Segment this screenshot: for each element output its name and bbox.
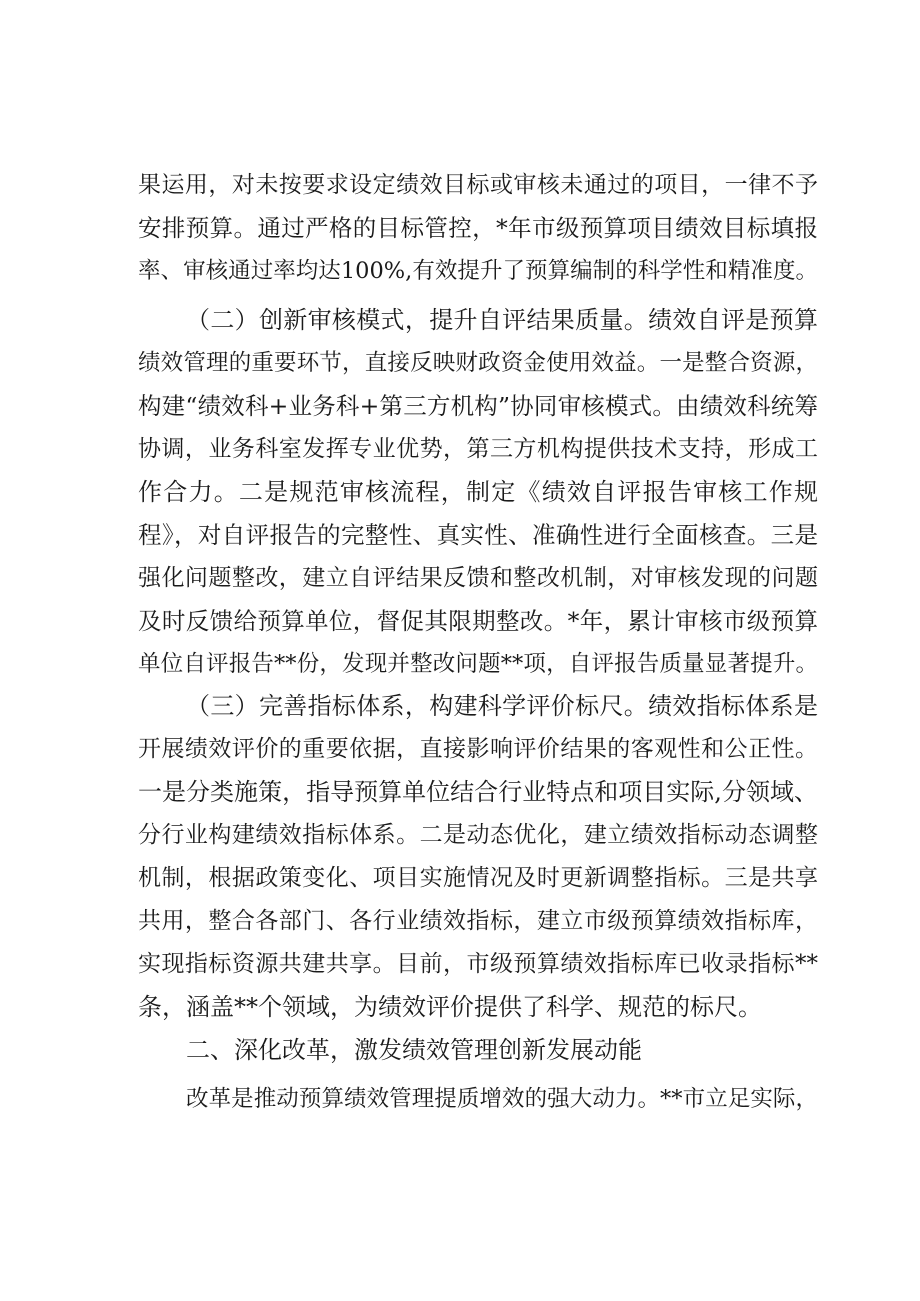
section-heading: 二、深化改革，激发绩效管理创新发展动能	[186, 1036, 642, 1064]
text-line: 改革是推动预算绩效管理提质增效的强大动力。**市立足实际，	[186, 1086, 818, 1112]
text-line: 单位自评报告**份，发现并整改问题**项，自评报告质量显著提升。	[138, 651, 818, 677]
text-line: 协调，业务科室发挥专业优势，第三方机构提供技术支持，形成工	[138, 436, 818, 462]
text-line: （三）完善指标体系，构建科学评价标尺。绩效指标体系是	[186, 692, 818, 720]
text-line: 一是分类施策，指导预算单位结合行业特点和项目实际,分领域、	[138, 778, 818, 806]
text-line: 强化问题整改，建立自评结果反馈和整改机制，对审核发现的问题	[138, 565, 818, 591]
text-line: 条，涵盖**个领域，为绩效评价提供了科学、规范的标尺。	[138, 993, 762, 1021]
text-line: 率、审核通过率均达100%,有效提升了预算编制的科学性和精准度。	[138, 258, 818, 284]
text-line: 程》，对自评报告的完整性、真实性、准确性进行全面核查。三是	[138, 521, 818, 549]
text-line: 共用，整合各部门、各行业绩效指标，建立市级预算绩效指标库，	[138, 908, 818, 934]
text-line: 开展绩效评价的重要依据，直接影响评价结果的客观性和公正性。	[138, 736, 818, 762]
text-line: 构建“绩效科+业务科+第三方机构”协同审核模式。由绩效科统筹	[138, 392, 818, 420]
text-line: 实现指标资源共建共享。目前，市级预算绩效指标库已收录指标**	[138, 951, 818, 977]
text-line: 绩效管理的重要环节，直接反映财政资金使用效益。一是整合资源，	[138, 350, 818, 376]
text-line: 安排预算。通过严格的目标管控，*年市级预算项目绩效目标填报	[138, 214, 818, 242]
text-line: 果运用，对未按要求设定绩效目标或审核未通过的项目，一律不予	[138, 172, 818, 198]
text-line: 分行业构建绩效指标体系。二是动态优化，建立绩效指标动态调整	[138, 822, 818, 848]
text-line: 作合力。二是规范审核流程，制定《绩效自评报告审核工作规	[138, 478, 818, 506]
text-line: （二）创新审核模式，提升自评结果质量。绩效自评是预算	[186, 306, 818, 334]
text-line: 及时反馈给预算单位，督促其限期整改。*年，累计审核市级预算	[138, 607, 818, 635]
text-line: 机制，根据政策变化、项目实施情况及时更新调整指标。三是共享	[138, 865, 818, 891]
